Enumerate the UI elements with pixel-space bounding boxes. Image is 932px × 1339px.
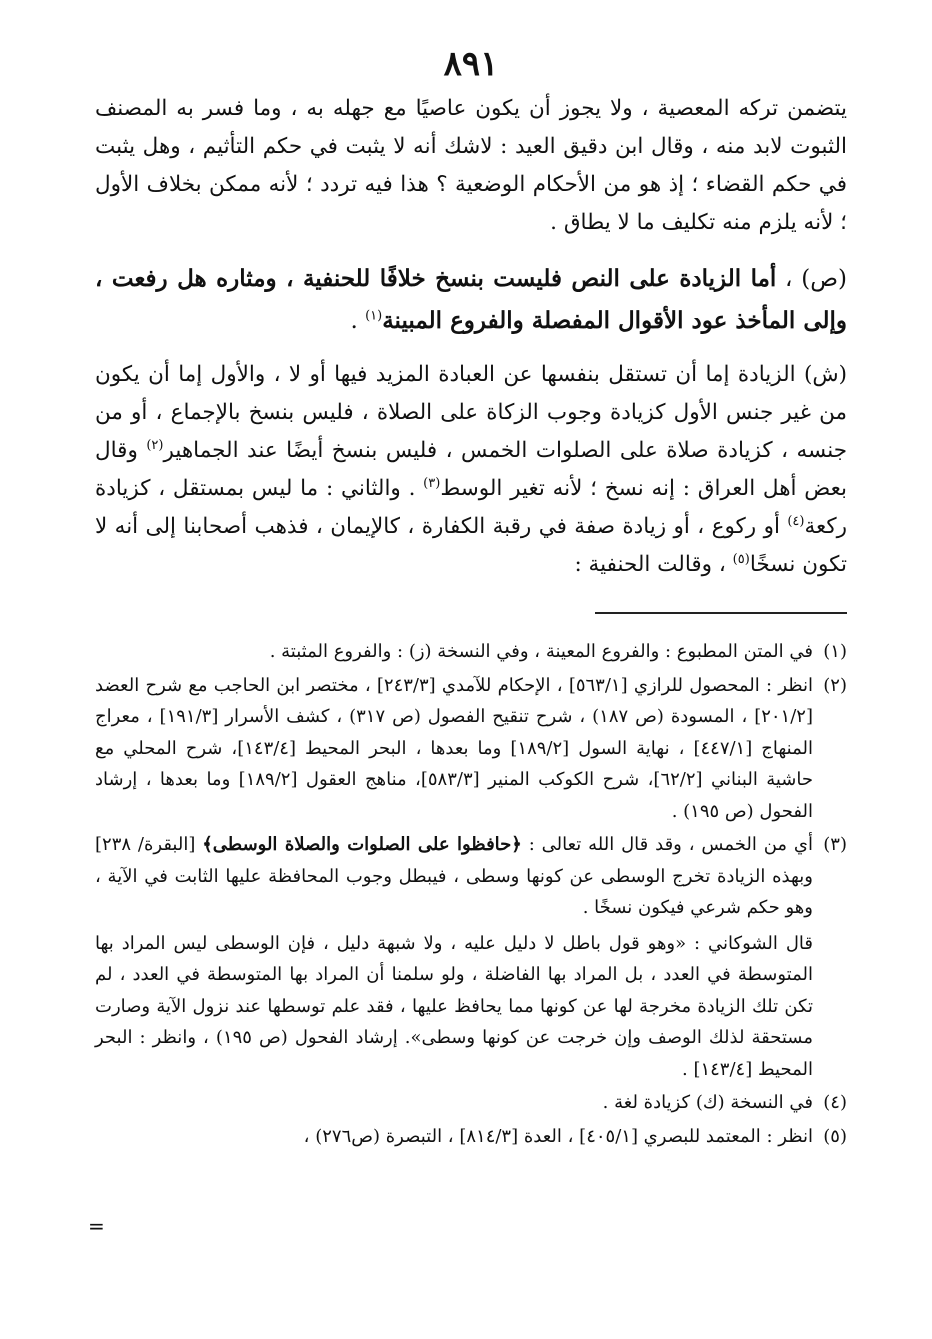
footnote-text: انظر : المحصول للرازي [٥٦٣/١] ، الإحكام للآمدي [٢٤٣/٣] ، مختصر ابن الحاجب مع شرح العضد [٢٠١/٢] ، المسودة (ص ١٨٧) ، شرح تنقيح الفصول (ص ٣١٧) ، كشف الأسرار [١٩١/٣] ، معراج المنهاج [٤٤٧/١] ، نهاية السول [١٨٩/٢] وما بعدها ، البحر المحيط [١٤٣/٤]، شرح المحلي مع حاشية البناني [٦٢/٢]، شرح الكوكب المنير [٥٨٣/٣]، مناهج العقول [١٨٩/٢] وما بعدها ، إرشاد الفحول (ص ١٩٥) . [95,674,814,822]
footnote-number: (٣) [823,834,847,855]
footnote-ref-3: (٣) [423,475,441,491]
footnote-ref-4: (٤) [787,513,805,529]
sharh-part-1: (ش) الزيادة إما أن تستقل بنفسها عن العبادة المزيد فيها أو لا ، والأول إما أن يكون من غير جنس الأول كزيادة وجوب الزكاة على الصلاة ، فليس بنسخ بالإجماع ، أو من جنسه ، كزيادة صلاة على الصلوات الخمس ، فليس بنسخ أيضًا عند الجماهير [95,362,848,463]
footnote-text: في المتن المطبوع : والفروع المعينة ، وفي النسخة (ز) : والفروع المثبتة . [269,641,813,662]
footnote-text: انظر : المعتمد للبصري [٤٠٥/١] ، العدة [٨١٤/٣] ، التبصرة (ص٢٧٦) ، [303,1125,813,1147]
sharh-part-2: وقال بعض أهل العراق : إنه نسخ ؛ لأنه تغير الوسط [95,438,847,501]
footnote-number: (٥) [823,1125,847,1147]
footnote-ref-2: (٢) [146,437,164,453]
footnote-separator-wrap [95,584,847,634]
footnote-4 [95,1087,847,1119]
footnote-number: (١) [823,641,847,662]
footnote-text: في النسخة (ك) كزيادة لغة . [602,1092,813,1113]
footnote-2 [95,670,847,828]
sharh-paragraph [95,356,847,584]
footnote-5 [95,1121,847,1153]
document-page [95,40,847,1154]
footnote-3-post: [البقرة/ ٢٣٨] وبهذه الزيادة تخرج الوسطى عن كونها وسطى ، فيبطل وجوب المحافظة عليها الثابت في الآية ، وهو حكم شرعي فيكون نسخًا . [95,834,813,918]
footnote-3 [95,829,847,924]
matn-end: . [350,308,366,334]
footnote-3-pre: أي من الخمس ، وقد قال الله تعالى : [521,834,814,855]
sharh-part-5: ، وقالت الحنفية : [574,552,733,577]
footnotes [95,636,847,1152]
footnote-number: (٢) [823,674,847,696]
matn-marker: (ص) ، [776,266,847,292]
footnote-separator [595,612,847,614]
footnote-text [95,829,813,924]
footnote-3-continuation: قال الشوكاني : «وهو قول باطل لا دليل عليه ، ولا شبهة دليل ، فإن الوسطى ليس المراد بها المتوسطة في العدد ، بل المراد بها الفاضلة ، ولو سلمنا أن المراد بها المتوسطة في العدد ، لم تكن تلك الزيادة مخرجة لها عن كونها مما يحافظ عليها ، فقد علم توسطها عند نزول الآية وصارت مستحقة لذلك الوصف وإن خرجت عن كونها وسطى». إرشاد الفحول (ص ١٩٥) ، وانظر : البحر المحيط [١٤٣/٤] . [95,932,814,1080]
sharh-part-4: أو ركوع ، أو زيادة صفة في رقبة الكفارة ، كالإيمان ، فذهب أصحابنا إلى أنه لا تكون نسخًا [95,514,847,577]
matn-statement [95,258,847,342]
matn-text: أما الزيادة على النص فليست بنسخ خلافًا للحنفية ، ومثاره هل رفعت ، وإلى المأخذ عود الأقوال المفصلة والفروع المبينة [95,265,847,334]
footnote-ref-5: (٥) [732,551,750,567]
commentary-paragraph-continued: يتضمن تركه المعصية ، ولا يجوز أن يكون عاصيًا مع جهله به ، وما فسر به المصنف الثبوت لابد منه ، وقال ابن دقيق العيد : لاشك أنه لا يثبت في حكم التأثيم ، وهل يثبت في حكم القضاء ؛ إذ هو من الأحكام الوضعية ؟ هذا فيه تردد ؛ لأنه ممكن بخلاف الأول ؛ لأنه يلزم منه تكليف ما لا يطاق . [95,96,847,235]
page-number: ٨٩١ [443,44,499,84]
sharh-part-3: . والثاني : ما ليس بمستقل ، كزيادة ركعة [95,476,847,539]
quran-verse: ﴿حافظوا على الصلوات والصلاة الوسطى﴾ [202,834,522,855]
footnote-number: (٤) [823,1092,847,1113]
continuation-mark: = [88,1214,105,1238]
footnote-ref-1: (١) [365,308,383,324]
footnote-1 [95,636,847,668]
